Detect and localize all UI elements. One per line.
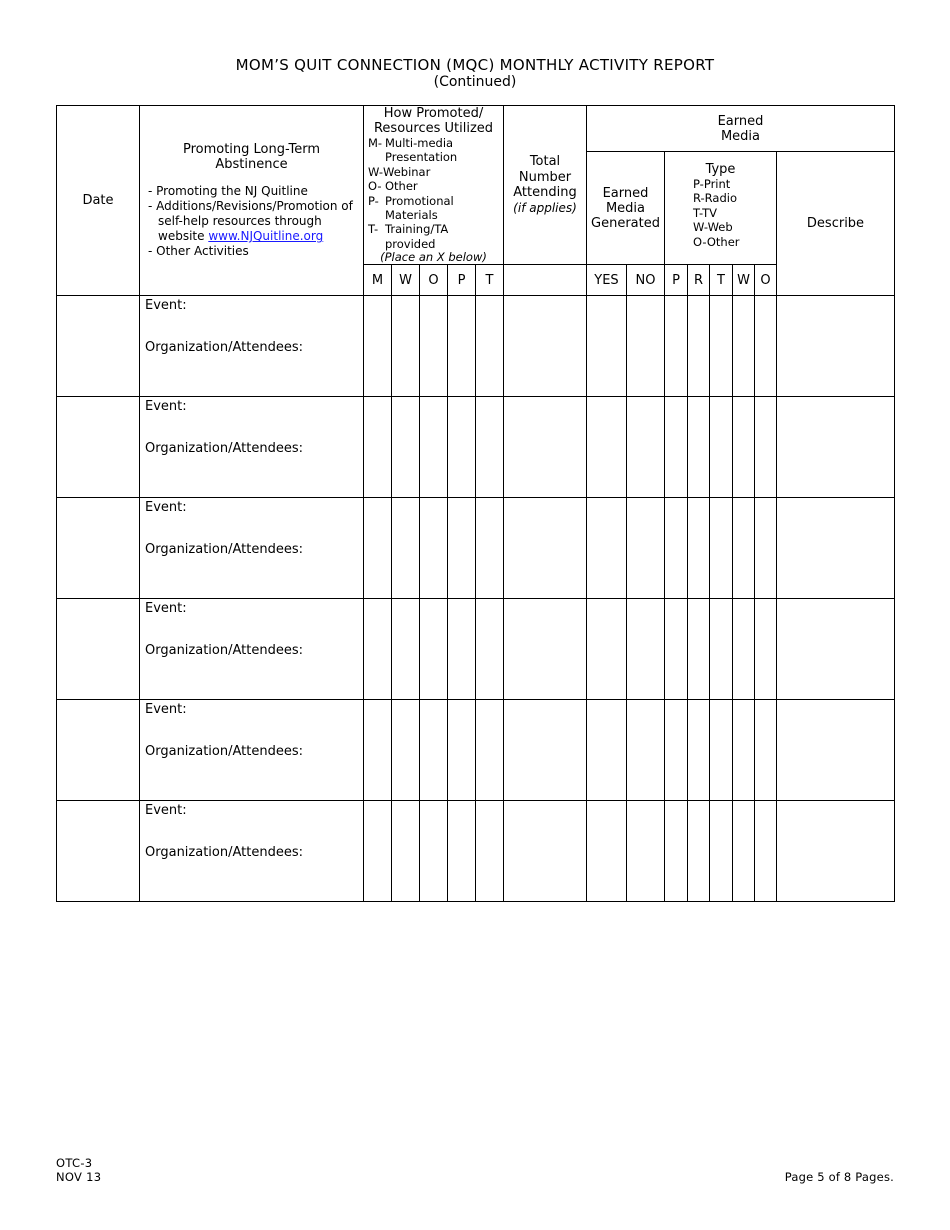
check-type-w[interactable] <box>733 296 755 397</box>
check-type-p[interactable] <box>665 296 688 397</box>
table-row <box>57 599 895 700</box>
check-p[interactable] <box>448 296 476 397</box>
code-t-cont: provided <box>385 236 436 251</box>
check-w[interactable] <box>392 397 420 498</box>
sub-type-p: P <box>665 265 688 296</box>
promoting-header <box>140 106 364 296</box>
check-m[interactable] <box>364 498 392 599</box>
type-print: P-Print <box>693 177 731 191</box>
check-yes[interactable] <box>587 700 627 801</box>
check-t[interactable] <box>476 296 504 397</box>
check-m[interactable] <box>364 599 392 700</box>
check-no[interactable] <box>627 397 665 498</box>
date-cell[interactable] <box>57 498 140 599</box>
describe-cell[interactable] <box>777 700 895 801</box>
earned-media-generated-header: Earned Media Generated <box>587 152 665 265</box>
page-number: Page 5 of 8 Pages. <box>784 1170 894 1184</box>
sub-p: P <box>448 265 476 296</box>
date-cell[interactable] <box>57 296 140 397</box>
if-applies-note: (if applies) <box>513 200 577 215</box>
check-type-t[interactable] <box>710 397 733 498</box>
type-title: Type <box>705 162 736 177</box>
promoting-bullet-other: - Other Activities <box>148 244 249 259</box>
date-header: Date <box>57 106 140 296</box>
promoting-bullet-quitline: - Promoting the NJ Quitline <box>148 184 308 199</box>
check-p[interactable] <box>448 700 476 801</box>
type-other: O-Other <box>693 234 740 249</box>
check-type-o[interactable] <box>755 599 777 700</box>
check-no[interactable] <box>627 599 665 700</box>
total-cell[interactable] <box>504 397 587 498</box>
check-type-o[interactable] <box>755 296 777 397</box>
check-type-w[interactable] <box>733 498 755 599</box>
type-radio: R-Radio <box>693 191 737 206</box>
type-tv: T-TV <box>693 205 717 220</box>
date-cell[interactable] <box>57 700 140 801</box>
check-m[interactable] <box>364 397 392 498</box>
check-o[interactable] <box>420 397 448 498</box>
check-t[interactable] <box>476 397 504 498</box>
check-w[interactable] <box>392 296 420 397</box>
event-cell[interactable]: Event: Organization/Attendees: <box>140 296 364 397</box>
check-type-t[interactable] <box>710 296 733 397</box>
check-o[interactable] <box>420 700 448 801</box>
describe-cell[interactable] <box>777 599 895 700</box>
check-type-p[interactable] <box>665 700 688 801</box>
promoting-bullet-resources <box>148 199 355 244</box>
table-row <box>57 801 895 902</box>
check-type-o[interactable] <box>755 397 777 498</box>
earned-media-header: Earned Media <box>587 106 895 152</box>
code-m-cont: Presentation <box>385 150 458 165</box>
total-cell[interactable] <box>504 296 587 397</box>
check-yes[interactable] <box>587 296 627 397</box>
place-x-note: (Place an X below) <box>380 250 487 265</box>
describe-cell[interactable] <box>777 498 895 599</box>
check-p[interactable] <box>448 801 476 902</box>
check-m[interactable] <box>364 801 392 902</box>
activity-table <box>56 105 895 902</box>
check-o[interactable] <box>420 296 448 397</box>
check-p[interactable] <box>448 599 476 700</box>
sub-t: T <box>476 265 504 296</box>
check-yes[interactable] <box>587 599 627 700</box>
check-type-t[interactable] <box>710 700 733 801</box>
code-m: M- Multi-media <box>368 136 454 150</box>
code-t: T- Training/TA <box>368 222 449 237</box>
check-type-r[interactable] <box>688 397 710 498</box>
form-id <box>56 1156 101 1184</box>
code-p: P- Promotional <box>368 193 454 208</box>
sub-o: O <box>420 265 448 296</box>
total-cell[interactable] <box>504 498 587 599</box>
event-cell[interactable]: Event: Organization/Attendees: <box>140 498 364 599</box>
table-row <box>57 397 895 498</box>
sub-yes: YES <box>587 265 627 296</box>
check-w[interactable] <box>392 599 420 700</box>
check-w[interactable] <box>392 801 420 902</box>
code-p-cont: Materials <box>385 208 438 223</box>
date-cell[interactable] <box>57 599 140 700</box>
total-cell[interactable] <box>504 700 587 801</box>
table-row <box>57 498 895 599</box>
check-type-w[interactable] <box>733 700 755 801</box>
sub-m: M <box>364 265 392 296</box>
how-promoted-title: How Promoted/ Resources Utilized <box>373 106 494 136</box>
check-m[interactable] <box>364 700 392 801</box>
check-type-t[interactable] <box>710 498 733 599</box>
check-type-r[interactable] <box>688 498 710 599</box>
check-type-o[interactable] <box>755 700 777 801</box>
check-no[interactable] <box>627 296 665 397</box>
check-o[interactable] <box>420 599 448 700</box>
check-p[interactable] <box>448 498 476 599</box>
check-p[interactable] <box>448 397 476 498</box>
check-no[interactable] <box>627 801 665 902</box>
event-cell[interactable]: Event: Organization/Attendees: <box>140 700 364 801</box>
check-type-t[interactable] <box>710 599 733 700</box>
check-type-p[interactable] <box>665 498 688 599</box>
check-t[interactable] <box>476 498 504 599</box>
check-t[interactable] <box>476 700 504 801</box>
describe-cell[interactable] <box>777 397 895 498</box>
check-t[interactable] <box>476 801 504 902</box>
type-header <box>665 152 777 265</box>
sub-type-r: R <box>688 265 710 296</box>
event-cell[interactable]: Event: Organization/Attendees: <box>140 599 364 700</box>
check-type-o[interactable] <box>755 498 777 599</box>
check-type-p[interactable] <box>665 397 688 498</box>
check-t[interactable] <box>476 599 504 700</box>
total-cell[interactable] <box>504 599 587 700</box>
code-o: O- Other <box>368 179 418 194</box>
describe-header: Describe <box>777 152 895 296</box>
sub-w: W <box>392 265 420 296</box>
check-yes[interactable] <box>587 801 627 902</box>
code-w: W- Webinar <box>368 164 431 179</box>
check-no[interactable] <box>627 498 665 599</box>
describe-cell[interactable] <box>777 296 895 397</box>
check-yes[interactable] <box>587 498 627 599</box>
sub-type-t: T <box>710 265 733 296</box>
check-w[interactable] <box>392 700 420 801</box>
sub-type-w: W <box>733 265 755 296</box>
sub-total-blank <box>504 265 587 296</box>
sub-no: NO <box>627 265 665 296</box>
check-type-w[interactable] <box>733 397 755 498</box>
report-title: MOM’S QUIT CONNECTION (MQC) MONTHLY ACTIVITY REPORT <box>235 56 715 74</box>
date-cell[interactable] <box>57 801 140 902</box>
type-web: W-Web <box>693 220 733 235</box>
check-type-t[interactable] <box>710 801 733 902</box>
check-yes[interactable] <box>587 397 627 498</box>
check-type-o[interactable] <box>755 801 777 902</box>
check-type-r[interactable] <box>688 801 710 902</box>
how-promoted-header <box>364 106 504 265</box>
check-type-w[interactable] <box>733 599 755 700</box>
check-no[interactable] <box>627 700 665 801</box>
check-type-r[interactable] <box>688 296 710 397</box>
quitline-link[interactable]: www.NJQuitline.org <box>208 229 324 244</box>
table-row <box>57 700 895 801</box>
form-date: NOV 13 <box>56 1170 102 1184</box>
report-subtitle: (Continued) <box>433 74 517 90</box>
event-cell[interactable]: Event: Organization/Attendees: <box>140 397 364 498</box>
check-o[interactable] <box>420 498 448 599</box>
event-cell[interactable]: Event: Organization/Attendees: <box>140 801 364 902</box>
check-type-p[interactable] <box>665 599 688 700</box>
describe-cell[interactable] <box>777 801 895 902</box>
check-w[interactable] <box>392 498 420 599</box>
check-type-r[interactable] <box>688 700 710 801</box>
total-cell[interactable] <box>504 801 587 902</box>
promoting-bullet-resources-text: - Additions/Revisions/Promotion of self-help resources through website <box>148 199 353 244</box>
form-number: OTC-3 <box>56 1156 93 1170</box>
check-o[interactable] <box>420 801 448 902</box>
promoting-title: Promoting Long-Term Abstinence <box>182 142 321 173</box>
total-attending-header: Total Number Attending (if applies) <box>504 106 587 265</box>
check-m[interactable] <box>364 296 392 397</box>
sub-type-o: O <box>755 265 777 296</box>
check-type-w[interactable] <box>733 801 755 902</box>
table-row <box>57 296 895 397</box>
check-type-p[interactable] <box>665 801 688 902</box>
date-cell[interactable] <box>57 397 140 498</box>
check-type-r[interactable] <box>688 599 710 700</box>
